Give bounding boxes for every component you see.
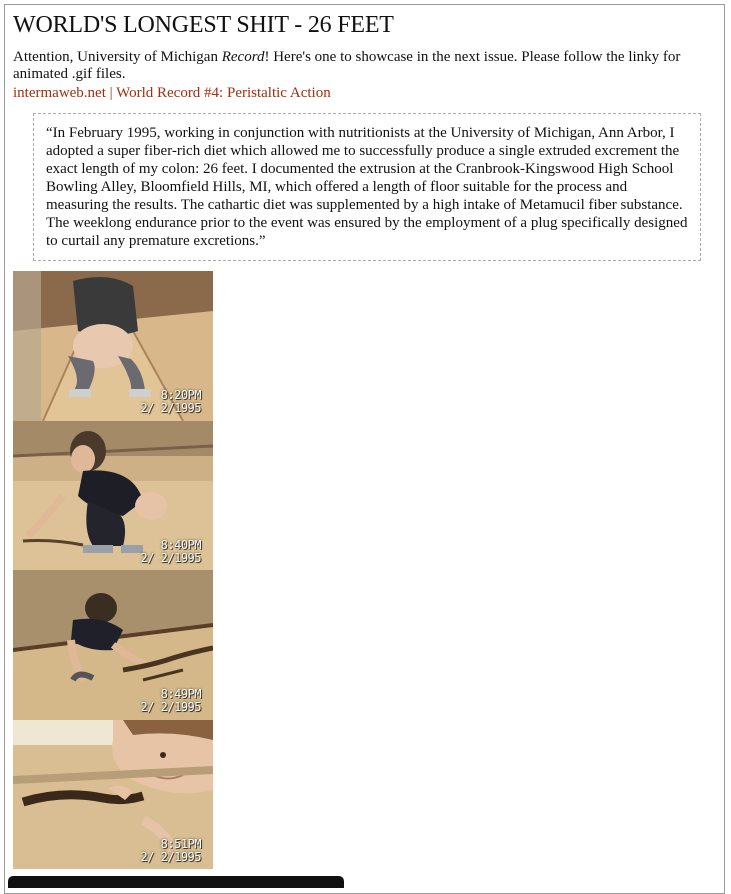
site-link[interactable]: intermaweb.net [13,85,106,101]
photo-1-time: 8:20PM [160,388,201,402]
intro-text-start: Attention, University of Michigan [13,49,222,65]
photo-3-date: 2/ 2/1995 [140,700,201,714]
photo-frame-4 [13,720,213,870]
photo-2-date: 2/ 2/1995 [140,550,201,565]
bottom-black-bar [8,876,344,888]
world-record-link[interactable]: World Record #4: Peristaltic Action [116,85,331,101]
photo-1-timestamp [140,389,201,415]
photo-4-date: 2/ 2/1995 [140,849,201,864]
link-row [13,85,331,102]
photo-2-timestamp [140,539,201,565]
page-title: WORLD'S LONGEST SHIT - 26 FEET [13,12,394,38]
photo-2-time: 8:40PM [160,537,201,552]
photo-frame-3 [13,570,213,720]
photo-3-timestamp [140,688,201,714]
photo-1-date: 2/ 2/1995 [140,401,201,415]
link-separator: | [105,85,117,101]
photo-3-time: 8:49PM [160,687,201,701]
intro-text-end: ! Here's one to showcase in the next issue. Please follow the linky for animated .gif files. [13,49,681,82]
photo-frame-1 [13,271,213,421]
photo-strip [13,271,213,869]
photo-4-time: 8:51PM [160,836,201,851]
intro-paragraph [13,49,719,83]
quote-box: “In February 1995, working in conjunction with nutritionists at the University of Michigan, Ann Arbor, I adopted a super fiber-rich diet which allowed me to successfully produce a single extruded excrement the exact length of my colon: 26 feet. I documented the extrusion at the Cranbrook-Kingswood High School Bowling Alley, Bloomfield Hills, MI, which offered a length of floor suitable for the process and measuring the results. The cathartic diet was supplemented by a high intake of Metamucil fiber substance. The weeklong endurance prior to the event was ensured by the employment of a plug specifically designed to curtail any premature excretions.” [33,113,701,261]
page-container [4,4,725,894]
photo-4-timestamp [140,838,201,864]
photo-frame-2 [13,421,213,571]
intro-emphasis-record: Record [221,49,265,65]
